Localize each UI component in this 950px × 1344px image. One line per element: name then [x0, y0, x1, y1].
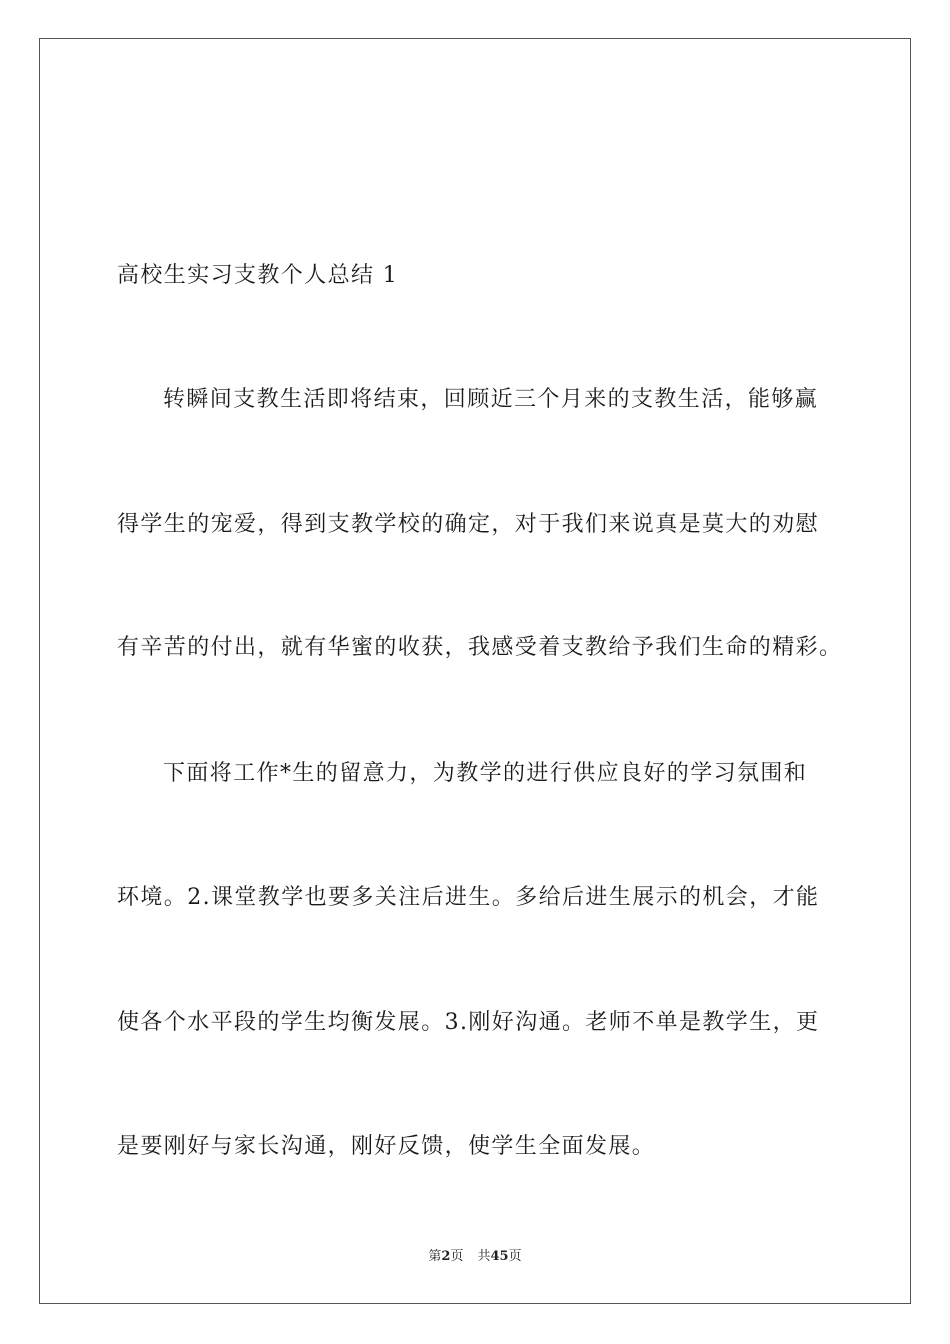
total-pages: 45 — [490, 1249, 509, 1264]
paragraph-line: 是要刚好与家长沟通，刚好反馈，使学生全面发展。 — [117, 1134, 656, 1159]
paragraph-line: 下面将工作*生的留意力，为教学的进行供应良好的学习氛围和 — [163, 761, 808, 786]
page-footer — [0, 1248, 950, 1266]
total-prefix: 共 — [477, 1249, 491, 1264]
paragraph-line: 有辛苦的付出，就有华蜜的收获，我感受着支教给予我们生命的精彩。 — [117, 635, 843, 660]
paragraph-line: 得学生的宠爱，得到支教学校的确定，对于我们来说真是莫大的劝慰 — [117, 512, 820, 537]
page-prefix: 第 — [428, 1249, 442, 1264]
page-border — [39, 38, 911, 1304]
page-number: 2 — [441, 1249, 451, 1264]
paragraph-line: 转瞬间支教生活即将结束，回顾近三个月来的支教生活，能够赢 — [163, 387, 819, 412]
paragraph-line: 环境。2.课堂教学也要多关注后进生。多给后进生展示的机会，才能 — [117, 885, 820, 910]
total-suffix: 页 — [508, 1249, 522, 1264]
document-title: 高校生实习支教个人总结 1 — [117, 263, 399, 288]
page-suffix: 页 — [450, 1249, 464, 1264]
paragraph-line: 使各个水平段的学生均衡发展。3.刚好沟通。老师不单是教学生，更 — [117, 1010, 820, 1035]
